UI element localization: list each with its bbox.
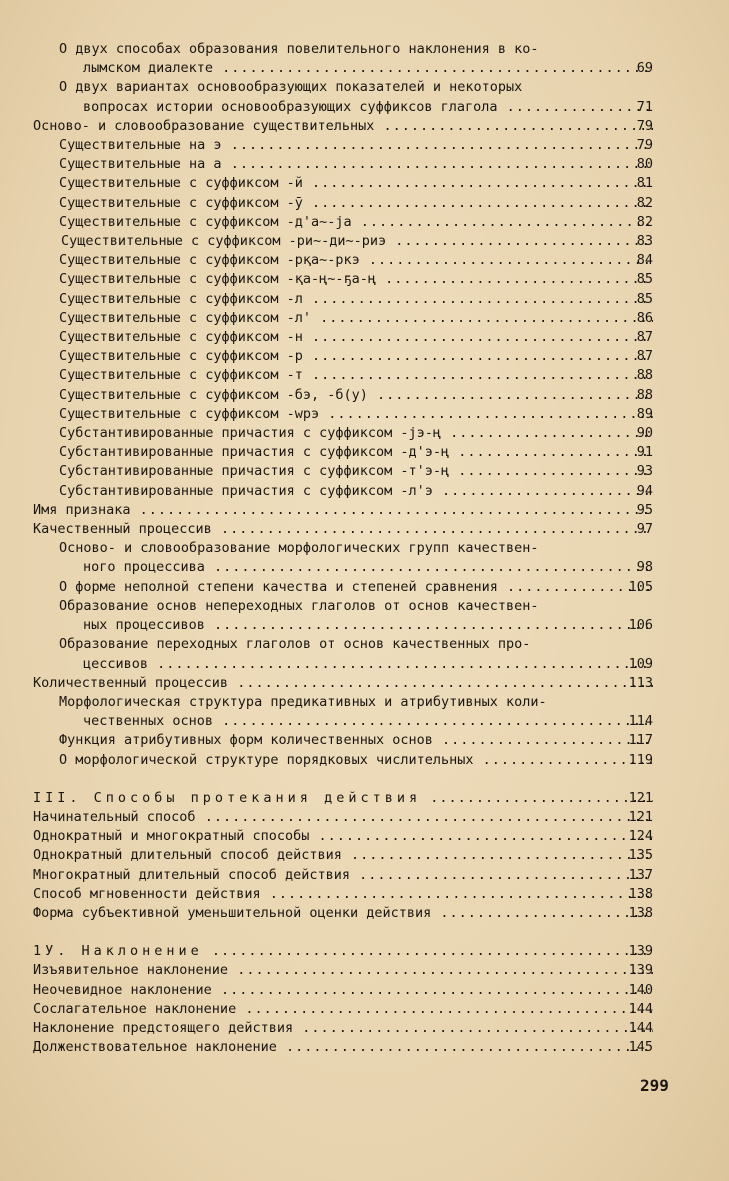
toc-entry-title: Существительные на а ..... — [59, 155, 653, 174]
toc-entry-title: Морфологическая структура предикативных и атрибутивных коли- — [59, 693, 547, 710]
toc-entry-title: чественных основ ..... — [59, 712, 653, 731]
toc-entry-title: Существительные с суффиксом -wрэ ..... — [59, 405, 653, 424]
page-number: 299 — [640, 1076, 669, 1095]
toc-entry-page: 138 — [628, 885, 653, 902]
toc-entry-line — [33, 808, 653, 827]
toc-entry-title: Существительные на э ..... — [59, 136, 653, 155]
toc-entry-page: 113 — [628, 674, 653, 691]
toc-entry-page: 124 — [628, 828, 653, 845]
toc-entry-page: 119 — [628, 751, 653, 768]
toc-entry-title: вопросах истории основообразующих суффиксов глагола ..... — [59, 98, 653, 117]
toc-entry-line — [33, 174, 653, 193]
toc-entry-line — [33, 846, 653, 865]
toc-entry-line — [33, 443, 653, 462]
toc-entry-line — [33, 386, 653, 405]
toc-entry-title: Функция атрибутивных форм количественных основ ..... — [59, 731, 653, 750]
toc-entry-page: 106 — [628, 617, 653, 634]
toc-entry-page: 88 — [636, 367, 653, 384]
toc-entry-line — [33, 213, 653, 232]
toc-entry-title: Наклонение предстоящего действия ..... — [33, 1019, 653, 1038]
toc-entry-line — [33, 98, 653, 117]
toc-entry-line — [33, 866, 653, 885]
toc-entry-page: 84 — [636, 252, 653, 269]
toc-entry-title: III. Способы протекания действия ..... — [33, 789, 653, 808]
toc-entry-title: Субстантивированные причастия с суффиксом -л'э ..... — [59, 482, 653, 501]
toc-entry-line — [33, 1019, 653, 1038]
toc-entry-page: 79 — [636, 137, 653, 154]
toc-entry-title: Начинательный способ ..... — [33, 808, 653, 827]
toc-entry-line — [33, 520, 653, 539]
toc-entry-line — [33, 578, 653, 597]
toc-entry-page: 139 — [628, 962, 653, 979]
toc-entry-page: 87 — [636, 329, 653, 346]
toc-entry-line — [33, 270, 653, 289]
toc-entry-title: Существительные с суффиксом -рқа~-ркэ ..... — [59, 251, 653, 270]
toc-entry-page: 69 — [636, 60, 653, 77]
toc-entry-line — [33, 482, 653, 501]
toc-entry-page: 86 — [636, 309, 653, 326]
toc-entry-page: 145 — [628, 1039, 653, 1056]
toc-entry-page: 121 — [628, 789, 653, 806]
toc-entry-line — [33, 1038, 653, 1057]
toc-entry-title: 1У. Наклонение ..... — [33, 942, 653, 961]
section-gap — [33, 770, 653, 789]
toc-entry-page: 121 — [628, 808, 653, 825]
toc-entry-title: Однократный длительный способ действия ..... — [33, 846, 653, 865]
toc-entry-line — [33, 885, 653, 904]
toc-entry-line — [33, 751, 653, 770]
toc-entry-line — [33, 616, 653, 635]
toc-entry-title: Образование переходных глаголов от основ качественных про- — [59, 636, 531, 653]
toc-entry-title: Существительные с суффиксом -л' ..... — [59, 309, 653, 328]
toc-entry-title: Существительные с суффиксом -н ..... — [59, 328, 653, 347]
toc-entry-title: Субстантивированные причастия с суффиксом -д'э-ң ..... — [59, 443, 653, 462]
toc-entry-line — [33, 78, 653, 97]
toc-entry-page: 144 — [628, 1019, 653, 1036]
toc-entry-line — [33, 232, 653, 251]
toc-entry-page: 144 — [628, 1000, 653, 1017]
toc-entry-page: 81 — [636, 175, 653, 192]
toc-entry-line — [33, 827, 653, 846]
toc-entry-title: Существительные с суффиксом -ӯ ..... — [59, 194, 653, 213]
toc-entry-page: 97 — [636, 521, 653, 538]
toc-entry-title: лымском диалекте ..... — [59, 59, 653, 78]
toc-entry-title: цессивов ..... — [59, 655, 653, 674]
toc-entry-title: Изъявительное наклонение ..... — [33, 961, 653, 980]
toc-entry-page: 71 — [636, 98, 653, 115]
toc-entry-line — [33, 635, 653, 654]
toc-entry-page: 94 — [636, 482, 653, 499]
table-of-contents — [33, 40, 653, 1057]
toc-entry-line — [33, 1000, 653, 1019]
toc-entry-line — [33, 731, 653, 750]
toc-entry-title: Субстантивированные причастия с суффиксом -т'э-ң ..... — [59, 462, 653, 481]
toc-entry-page: 79 — [636, 117, 653, 134]
toc-entry-title: Качественный процессив ..... — [33, 520, 653, 539]
toc-entry-title: Сослагательное наклонение ..... — [33, 1000, 653, 1019]
toc-entry-page: 80 — [636, 156, 653, 173]
toc-entry-page: 91 — [636, 444, 653, 461]
toc-entry-line — [33, 789, 653, 808]
toc-entry-title: Неочевидное наклонение ..... — [33, 981, 653, 1000]
toc-entry-line — [33, 981, 653, 1000]
toc-entry-line — [33, 558, 653, 577]
toc-entry-page: 95 — [636, 501, 653, 518]
toc-entry-page: 83 — [636, 233, 653, 250]
section-gap — [33, 923, 653, 942]
toc-entry-title: ных процессивов ..... — [59, 616, 653, 635]
toc-entry-line — [33, 59, 653, 78]
toc-entry-line — [33, 501, 653, 520]
toc-entry-line — [33, 942, 653, 961]
toc-entry-page: 135 — [628, 847, 653, 864]
toc-entry-line — [33, 290, 653, 309]
toc-entry-title: Существительные с суффиксом -л ..... — [59, 290, 653, 309]
toc-entry-title: Существительные с суффиксом -д'а~-ја ..... — [59, 213, 653, 232]
toc-entry-title: Способ мгновенности действия ..... — [33, 885, 653, 904]
toc-entry-line — [33, 655, 653, 674]
toc-entry-title: Существительные с суффиксом -й ..... — [59, 174, 653, 193]
toc-entry-page: 117 — [628, 732, 653, 749]
toc-entry-page: 87 — [636, 348, 653, 365]
toc-entry-page: 82 — [636, 194, 653, 211]
toc-entry-page: 138 — [628, 904, 653, 921]
toc-entry-page: 88 — [636, 386, 653, 403]
toc-entry-title: Однократный и многократный способы ..... — [33, 827, 653, 846]
toc-entry-line — [33, 117, 653, 136]
toc-entry-page: 90 — [636, 425, 653, 442]
toc-entry-page: 105 — [628, 578, 653, 595]
toc-entry-title: Форма субъективной уменьшительной оценки действия ..... — [33, 904, 653, 923]
toc-entry-line — [33, 539, 653, 558]
toc-entry-title: ного процессива ..... — [59, 558, 653, 577]
toc-entry-line — [33, 366, 653, 385]
toc-entry-title: Осново- и словообразование существительных ..... — [33, 117, 653, 136]
toc-entry-line — [33, 309, 653, 328]
toc-entry-line — [33, 674, 653, 693]
toc-entry-page: 114 — [628, 713, 653, 730]
toc-entry-line — [33, 961, 653, 980]
toc-entry-title: Долженствовательное наклонение ..... — [33, 1038, 653, 1057]
toc-entry-line — [33, 424, 653, 443]
toc-entry-title: Существительные с суффиксом -қа-ң~-ҕа-ң ..... — [59, 270, 653, 289]
toc-entry-page: 139 — [628, 943, 653, 960]
toc-entry-title: О морфологической структуре порядковых числительных ..... — [59, 751, 653, 770]
toc-entry-page: 89 — [636, 405, 653, 422]
toc-entry-page: 109 — [628, 655, 653, 672]
toc-entry-page: 137 — [628, 866, 653, 883]
toc-entry-title: О двух вариантах основообразующих показателей и некоторых — [59, 79, 523, 96]
toc-entry-title: Количественный процессив ..... — [33, 674, 653, 693]
toc-entry-title: Многократный длительный способ действия ..... — [33, 866, 653, 885]
toc-entry-title: Осново- и словообразование морфологических групп качествен- — [59, 540, 539, 557]
toc-entry-title: О двух способах образования повелительного наклонения в ко- — [59, 41, 539, 57]
toc-entry-line — [33, 40, 653, 59]
toc-entry-line — [33, 462, 653, 481]
toc-entry-page: 85 — [636, 271, 653, 288]
toc-entry-title: Образование основ непереходных глаголов от основ качествен- — [59, 597, 539, 614]
toc-entry-line — [33, 904, 653, 923]
toc-entry-page: 82 — [636, 213, 653, 230]
toc-entry-title: Имя признака ..... — [33, 501, 653, 520]
toc-entry-title: О форме неполной степени качества и степеней сравнения ..... — [59, 578, 653, 597]
toc-entry-line — [33, 712, 653, 731]
toc-entry-page: 140 — [628, 981, 653, 998]
toc-entry-title: Субстантивированные причастия с суффиксом -јэ-ң ..... — [59, 424, 653, 443]
toc-entry-line — [33, 347, 653, 366]
toc-entry-line — [33, 136, 653, 155]
toc-entry-line — [33, 194, 653, 213]
toc-entry-page: 93 — [636, 463, 653, 480]
toc-entry-line — [33, 597, 653, 616]
toc-entry-title: Существительные с суффиксом -ри~-ди~-риэ ..... — [61, 232, 653, 251]
toc-entry-title: Существительные с суффиксом -бэ, -б(у) ..... — [59, 386, 653, 405]
toc-entry-page: 98 — [636, 559, 653, 576]
toc-entry-line — [33, 405, 653, 424]
toc-entry-line — [33, 328, 653, 347]
toc-entry-page: 85 — [636, 290, 653, 307]
toc-entry-line — [33, 693, 653, 712]
toc-entry-title: Существительные с суффиксом -т ..... — [59, 366, 653, 385]
toc-entry-line — [33, 251, 653, 270]
toc-entry-title: Существительные с суффиксом -р ..... — [59, 347, 653, 366]
toc-entry-line — [33, 155, 653, 174]
